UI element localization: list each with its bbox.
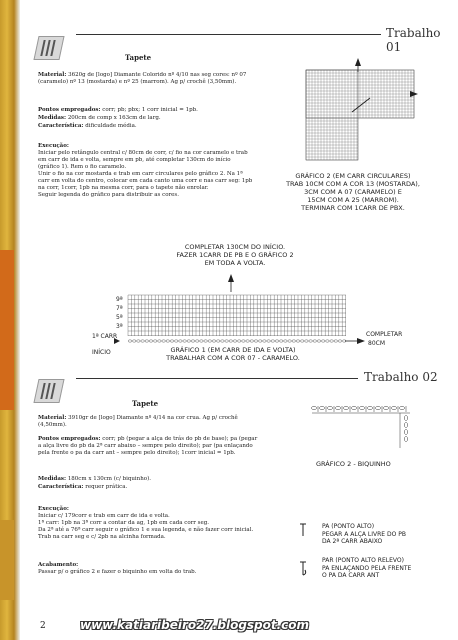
chain-stitch — [141, 340, 145, 342]
chain-stitch — [242, 340, 246, 342]
picot-stitch — [391, 406, 396, 409]
grafico2-biquinho-diagram — [310, 404, 420, 454]
spine-band — [0, 520, 14, 600]
medidas-block — [38, 476, 258, 483]
legend-line: O PA DA CARR ANT — [322, 572, 380, 579]
caption-line: GRÁFICO 2 (EM CARR CIRCULARES) — [295, 172, 411, 180]
chain-stitch — [321, 340, 325, 342]
chain-stitch — [250, 340, 254, 342]
legend-line: PA ENLAÇANDO PELA FRENTE — [322, 564, 412, 572]
execucao-block — [38, 506, 258, 541]
chain-stitch — [309, 340, 313, 342]
chain-stitch — [271, 340, 275, 342]
arrow-up-icon — [228, 274, 234, 282]
chain-stitch — [258, 340, 262, 342]
caption-line: 3CM COM A 07 (CARAMELO) E — [304, 188, 402, 196]
pontos-block — [38, 436, 258, 457]
section-header: Trabalho 02 — [364, 370, 438, 384]
chain-stitch — [237, 340, 241, 342]
chain-stitch — [317, 340, 321, 342]
legend-par-symbol — [297, 560, 309, 578]
chain-stitch — [132, 340, 136, 342]
medidas-label: Medidas: — [38, 476, 67, 482]
picot-stitch — [375, 406, 380, 409]
legend-line: DA 2ª CARR ABAIXO — [322, 538, 383, 545]
caption-line: GRÁFICO 1 (EM CARR DE IDA E VOLTA) — [170, 346, 296, 354]
grafico1-caption — [128, 346, 338, 362]
chain-stitch — [174, 340, 178, 342]
execucao-paragraph: 1ª carr: 1pb na 3ª corr a contar da ag, 1pb em cada corr seg. — [38, 520, 210, 526]
chain-stitch — [292, 340, 296, 342]
picot-stitch — [367, 406, 372, 409]
chain-stitch — [288, 340, 292, 342]
caption-line: 15CM COM A 25 (MARROM). — [307, 196, 399, 204]
legend-pa — [322, 523, 406, 546]
picot-stitch — [404, 430, 407, 435]
chain-stitch — [254, 340, 258, 342]
chain-stitch — [166, 340, 170, 342]
caption-line: FAZER 1CARR DE PB E O GRÁFICO 2 — [176, 251, 294, 259]
legend-line: PA (PONTO ALTO) — [322, 523, 375, 530]
chain-stitch — [221, 340, 225, 342]
caption-line: TRABALHAR COM A COR 07 - CARAMELO. — [166, 354, 300, 362]
chain-stitch — [275, 340, 279, 342]
material-label: Material: — [38, 415, 67, 421]
picot-stitch — [404, 423, 407, 428]
chain-stitch — [263, 340, 267, 342]
chain-stitch — [212, 340, 216, 342]
chain-stitch — [334, 340, 338, 342]
chain-stitch — [158, 340, 162, 342]
execucao-paragraph: Iniciar pelo retângulo central c/ 80cm de corr, c/ fio na cor caramelo e trab em carr de ida e volta, sempre em pb, até completar 130cm do início (gráfico 1). Rem o fio caramelo. — [38, 150, 248, 170]
caracteristica-label: Característica: — [38, 123, 84, 129]
legend-par — [322, 557, 411, 580]
chain-stitch — [128, 340, 132, 342]
caracteristica-label: Característica: — [38, 484, 84, 490]
picot-stitch — [335, 406, 340, 409]
completar-value: 80CM — [368, 340, 386, 347]
chain-stitch — [179, 340, 183, 342]
chain-stitch — [200, 340, 204, 342]
acabamento-block — [38, 562, 258, 576]
row-label: 3ª — [116, 323, 123, 330]
caption-line: TRAB 10CM COM A COR 13 (MOSTARDA), — [286, 180, 420, 188]
picot-stitch — [404, 416, 407, 421]
chain-stitch — [330, 340, 334, 342]
grafico2-caption: GRÁFICO 2 - BIQUINHO — [316, 460, 391, 468]
material-text: 3910gr de [logo] Diamante nº 4/14 na cor crua. Ag p/ crochê (4,50mm). — [38, 415, 238, 428]
chain-stitch — [149, 340, 153, 342]
legend-line: PAR (PONTO ALTO RELEVO) — [322, 557, 404, 564]
caracteristica-text: dificuldade média. — [85, 123, 137, 129]
chain-stitch — [225, 340, 229, 342]
picot-stitch — [351, 406, 356, 409]
chain-stitch — [191, 340, 195, 342]
picot-stitch — [343, 406, 348, 409]
project-title: Tapete — [125, 53, 152, 62]
chain-stitch — [204, 340, 208, 342]
chain-stitch — [279, 340, 283, 342]
execucao-paragraph: Iniciar c/ 179corr e trab em carr de ida e volta. — [38, 513, 170, 519]
arrow-right-icon — [357, 338, 365, 344]
execucao-paragraph: Da 2ª até a 76ª carr seguir o gráfico 1 e sua legenda, e não fazer corr inicial. Trab na carr seg e c/ 2pb na alcinha formada. — [38, 527, 254, 540]
acabamento-text: Passar p/ o gráfico 2 e fazer o biquinho em volta do trab. — [38, 569, 197, 575]
row-label: 1ª CARR — [92, 333, 118, 340]
caption-line: EM TODA A VOLTA. — [204, 259, 266, 267]
page-number: 2 — [40, 621, 46, 631]
chain-stitch — [187, 340, 191, 342]
medidas-label: Medidas: — [38, 115, 67, 121]
chain-stitch — [313, 340, 317, 342]
execucao-paragraph: Unir o fio na cor mostarda e trab em carr circulares pelo gráfico 2. Na 1ª carr em volta do centro, colocar em cada canto uma corr e nas carr seg: 1pb na corr, 1corr, 1pb na mesma corr, para o tapete não enrolar. — [38, 171, 253, 191]
caption-line: COMPLETAR 130CM DO INÍCIO. — [184, 243, 286, 251]
chain-stitch — [145, 340, 149, 342]
header-rule — [76, 378, 358, 379]
footer-url[interactable]: www.katiaribeiro27.blogspot.com — [80, 618, 310, 632]
caption-line: TERMINAR COM 1CARR DE PBX. — [301, 204, 405, 212]
row-label: 9ª — [116, 296, 123, 303]
chain-stitch — [208, 340, 212, 342]
section-header: Trabalho 01 — [386, 26, 441, 54]
chain-stitch — [296, 340, 300, 342]
chain-stitch — [246, 340, 250, 342]
execucao-label: Execução: — [38, 143, 69, 149]
chain-stitch — [170, 340, 174, 342]
chain-stitch — [162, 340, 166, 342]
picot-stitch — [399, 406, 404, 409]
execucao-label: Execução: — [38, 506, 69, 512]
chain-stitch — [153, 340, 157, 342]
chain-stitch — [326, 340, 330, 342]
material-label: Material: — [38, 72, 67, 78]
picot-stitch — [327, 406, 332, 409]
inicio-label: INÍCIO — [92, 349, 111, 356]
chain-stitch — [229, 340, 233, 342]
scissors-logo-icon — [33, 379, 64, 403]
pontos-text: corr; pb (pegar a alça de trás do pb de base); pa (pegar a alça livre do pb da 2ª carr abaixo – sempre pelo direito); par (pa enlaçando pela frente o pa da carr ant – sempre pelo direito); 1corr inicial = 1pb. — [38, 436, 258, 456]
completar-label: COMPLETAR — [366, 331, 403, 338]
pontos-label: Pontos empregados: — [38, 436, 101, 442]
chain-stitch — [195, 340, 199, 342]
caracteristica-block — [38, 484, 258, 491]
medidas-text: 180cm x 130cm (c/ biquinho). — [67, 476, 151, 482]
chain-stitch — [305, 340, 309, 342]
legend-line: PEGAR A ALÇA LIVRE DO PB — [322, 530, 406, 538]
execucao-paragraph: Seguir legenda do gráfico para distribuir as cores. — [38, 192, 179, 198]
pontos-text: corr; pb; pbx; 1 corr inicial = 1pb. — [102, 107, 198, 113]
chain-stitch — [300, 340, 304, 342]
acabamento-label: Acabamento: — [38, 562, 79, 568]
chain-stitch — [267, 340, 271, 342]
chain-stitch — [183, 340, 187, 342]
medidas-text: 200cm de comp x 163cm de larg. — [67, 115, 161, 121]
material-block — [38, 415, 258, 429]
caracteristica-text: requer prática. — [85, 484, 128, 490]
picot-stitch — [404, 437, 407, 442]
project-title: Tapete — [132, 399, 159, 408]
chain-stitch — [216, 340, 220, 342]
picot-stitch — [359, 406, 364, 409]
pontos-label: Pontos empregados: — [38, 107, 101, 113]
picot-stitch — [383, 406, 388, 409]
legend-pa-symbol — [298, 522, 308, 538]
picot-stitch — [319, 406, 324, 409]
chain-stitch — [338, 340, 342, 342]
chain-stitch — [137, 340, 141, 342]
material-text: 3620g de [logo] Diamante Colorido nº 4/10 nas seg cores: nº 07 (caramelo) nº 13 (mostarda) e nº 25 (marrom). Ag p/ crochê (3,50mm). — [38, 72, 247, 85]
row-label: 7ª — [116, 305, 123, 312]
chain-stitch — [284, 340, 288, 342]
picot-stitch — [311, 406, 316, 409]
chain-stitch — [233, 340, 237, 342]
row-label: 5ª — [116, 314, 123, 321]
